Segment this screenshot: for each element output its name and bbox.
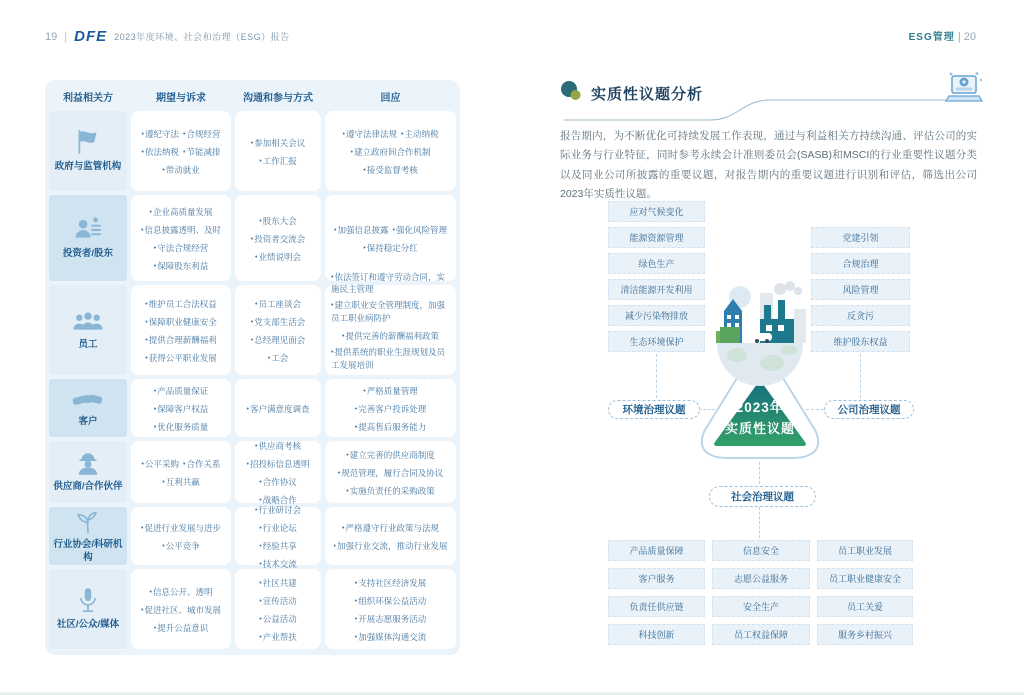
bullet-item: • 促进社区、城市发展	[141, 604, 221, 617]
stakeholder-cell	[49, 441, 127, 503]
bullet-item: • 公益活动	[259, 613, 296, 626]
bullet-item: • 信息披露透明、及时	[141, 224, 221, 237]
bullet-item: • 依法签订和遵守劳动合同，实施民主管理	[331, 271, 450, 297]
expectations-cell	[131, 507, 231, 565]
communication-cell	[235, 569, 321, 649]
stakeholder-name: 投资者/股东	[62, 248, 114, 260]
bullet-item: • 互利共赢	[162, 476, 199, 489]
page-right	[512, 0, 1024, 695]
col-header-communication: 沟通和参与方式	[243, 92, 313, 104]
bullet-item: • 带动就业	[162, 164, 199, 177]
bullet-item: • 信息公开、透明	[150, 586, 213, 599]
bullet-item: • 接受监督考核	[363, 164, 417, 177]
bullet-item: • 产业帮扶	[259, 631, 296, 644]
social-topic-box: 负责任供应链	[608, 596, 705, 617]
intro-paragraph: 报告期内，为不断优化可持续发展工作表现，通过与利益相关方持续沟通、评估公司的实际业务与行业特征，同时参考永续会计准则委员会(SASB)和MSCI的行业重要性议题分类以及同业公司所披露的重要议题，对报告期内的重要议题进行识别和评估，筛选出公司2023年实质性议题。	[560, 130, 977, 201]
report-title: 2023年度环境、社会和治理（ESG）报告	[114, 32, 290, 42]
page-number-left: 19	[45, 30, 58, 43]
section-title: 实质性议题分析	[591, 86, 704, 103]
social-topic-box: 安全生产	[712, 596, 810, 617]
communication-cell	[235, 285, 321, 375]
flask-label-year: 2023年	[735, 400, 785, 415]
sprout-icon	[73, 508, 103, 534]
bullet-item: • 战略合作	[259, 494, 296, 507]
env-pill: 环境治理议题	[608, 400, 700, 419]
stakeholder-name: 员工	[78, 339, 98, 351]
connector-line	[759, 507, 760, 538]
bullet-item: • 维护员工合法权益	[145, 298, 216, 311]
bullet-item: • 完善客户投诉处理	[355, 403, 426, 416]
flask-label	[690, 396, 830, 437]
connector-line	[759, 462, 760, 484]
expectations-cell	[131, 285, 231, 375]
col-header-expectations: 期望与诉求	[156, 92, 206, 104]
bullet-item: • 工会	[268, 352, 288, 365]
bullet-item: • 合作协议	[259, 476, 296, 489]
bullet-item: • 严格质量管理	[363, 385, 417, 398]
bullet-item: • 实施负责任的采购政策	[346, 485, 434, 498]
social-topic-box: 员工关爱	[817, 596, 913, 617]
page-edge-shadow	[0, 691, 1024, 695]
stakeholder-cell	[49, 195, 127, 281]
bullet-item: • 强化风险管理	[393, 224, 447, 237]
bullet-item: • 产品质量保证	[154, 385, 208, 398]
bullet-item: • 规范管理，履行合同及协议	[338, 467, 443, 480]
social-topic-box: 志愿公益服务	[712, 568, 810, 589]
bullet-item: • 加强媒体沟通交流	[355, 631, 426, 644]
stakeholder-name: 社区/公众/媒体	[56, 619, 120, 631]
bullet-item: • 业绩说明会	[255, 251, 301, 264]
microphone-icon	[74, 586, 102, 614]
expectations-cell	[131, 569, 231, 649]
bullet-item: • 股东大会	[259, 215, 296, 228]
bullet-item: • 优化服务质量	[154, 421, 208, 434]
bullet-item: • 严格遵守行业政策与法规	[342, 522, 439, 535]
bullet-item: • 提供系统的职业生涯规划及员工发展培训	[331, 346, 450, 372]
social-topic-box: 员工职业健康安全	[817, 568, 913, 589]
gov-topic-box: 合规治理	[811, 253, 910, 274]
flask-label-text: 实质性议题	[724, 421, 795, 436]
stakeholder-name: 政府与监管机构	[54, 161, 122, 173]
stakeholder-name: 客户	[78, 416, 98, 428]
bullet-item: • 公平竞争	[162, 540, 199, 553]
bullet-item: • 提高售后服务能力	[355, 421, 426, 434]
page-number-right: 20	[963, 31, 976, 43]
company-logo: DFE	[74, 28, 108, 45]
stakeholder-cell	[49, 379, 127, 437]
social-topic-box: 员工职业发展	[817, 540, 913, 561]
bullet-item: • 党支部生活会	[251, 316, 305, 329]
stakeholder-name: 供应商/合作伙伴	[53, 481, 123, 493]
bullet-item: • 遵纪守法	[142, 128, 179, 141]
gov-topic-box: 党建引领	[811, 227, 910, 248]
divider: |	[957, 31, 964, 43]
bullet-item: • 开展志愿服务活动	[355, 613, 426, 626]
gov-topic-box: 维护股东权益	[811, 331, 910, 352]
social-topic-box: 服务乡村振兴	[817, 624, 913, 645]
bullet-item: • 提供合理薪酬福利	[145, 334, 216, 347]
divider: |	[64, 30, 68, 43]
env-topic-box: 应对气候变化	[608, 201, 705, 222]
title-divider-line	[560, 90, 955, 124]
bullet-item: • 遵守法律法规	[343, 128, 397, 141]
social-topic-box: 员工权益保障	[712, 624, 810, 645]
bullet-item: • 获得公平职业发展	[145, 352, 216, 365]
env-topic-box: 减少污染物排放	[608, 305, 705, 326]
bullet-item: • 合作关系	[183, 458, 220, 471]
gov-pill: 公司治理议题	[824, 400, 914, 419]
bullet-item: • 保障客户权益	[154, 403, 208, 416]
expectations-cell	[131, 195, 231, 281]
bullet-item: • 企业高质量发展	[150, 206, 213, 219]
bullet-item: • 宣传活动	[259, 595, 296, 608]
response-cell	[325, 569, 456, 649]
connector-line	[860, 354, 861, 398]
communication-cell	[235, 111, 321, 191]
social-pill: 社会治理议题	[709, 486, 816, 507]
right-page-header	[909, 28, 976, 43]
bullet-item: • 提供完善的薪酬福利政策	[342, 330, 439, 343]
social-topic-box: 客户服务	[608, 568, 705, 589]
bullet-item: • 投资者交流会	[251, 233, 305, 246]
stakeholder-name: 行业协会/科研机构	[53, 539, 123, 563]
social-topic-box: 信息安全	[712, 540, 810, 561]
bullet-item: • 组织环保公益活动	[355, 595, 426, 608]
bullet-item: • 经验共享	[259, 540, 296, 553]
bullet-item: • 保持稳定分红	[363, 242, 417, 255]
factory-city-illustration	[708, 281, 812, 348]
social-topic-box: 科技创新	[608, 624, 705, 645]
expectations-cell	[131, 379, 231, 437]
bullet-item: • 加强信息披露	[334, 224, 388, 237]
bullet-item: • 工作汇报	[259, 155, 296, 168]
bullet-item: • 守法合规经营	[154, 242, 208, 255]
employees-icon	[71, 308, 105, 334]
bullet-item: • 行业研讨会	[255, 504, 301, 517]
expectations-cell	[131, 111, 231, 191]
env-topic-box: 生态环境保护	[608, 331, 705, 352]
bullet-item: • 供应商考核	[255, 440, 301, 453]
stakeholder-cell	[49, 569, 127, 649]
response-cell	[325, 271, 456, 375]
env-topic-box: 能源资源管理	[608, 227, 705, 248]
bullet-item: • 社区共建	[259, 577, 296, 590]
investor-icon	[72, 215, 104, 243]
bullet-item: • 加强行业交流，推动行业发展	[334, 540, 448, 553]
response-cell	[325, 379, 456, 437]
bullet-item: • 员工座谈会	[255, 298, 301, 311]
response-cell	[325, 441, 456, 503]
bullet-item: • 总经理见面会	[251, 334, 305, 347]
bullet-item: • 参加相关会议	[251, 137, 305, 150]
flag-icon	[72, 128, 104, 156]
stakeholder-cell	[49, 285, 127, 375]
bullet-item: • 行业论坛	[259, 522, 296, 535]
left-page-header	[45, 28, 290, 45]
communication-cell	[235, 440, 321, 506]
bullet-item: • 依法纳税	[142, 146, 179, 159]
handshake-icon	[71, 387, 105, 411]
gov-topic-box: 风险管理	[811, 279, 910, 300]
communication-cell	[235, 504, 321, 570]
social-topic-box: 产品质量保障	[608, 540, 705, 561]
env-topic-box: 清洁能源开发利用	[608, 279, 705, 300]
bullet-item: • 提升公益意识	[154, 622, 208, 635]
section-breadcrumb: ESG管理	[908, 32, 955, 43]
expectations-cell	[131, 441, 231, 503]
bullet-item: • 主动纳税	[401, 128, 438, 141]
gov-topic-box: 反贪污	[811, 305, 910, 326]
stakeholder-cell	[49, 111, 127, 191]
bullet-item: • 建立职业安全管理制度，加强员工职业病防护	[331, 299, 450, 325]
bullet-item: • 建立政府间合作机制	[351, 146, 431, 159]
env-topic-box: 绿色生产	[608, 253, 705, 274]
bullet-item: • 建立完善的供应商制度	[346, 449, 434, 462]
communication-cell	[235, 379, 321, 437]
laptop-gear-icon	[943, 70, 985, 111]
stakeholder-table	[45, 80, 460, 655]
response-cell	[325, 111, 456, 191]
communication-cell	[235, 195, 321, 281]
bullet-item: • 保障职业健康安全	[145, 316, 216, 329]
bullet-item: • 促进行业发展与进步	[141, 522, 221, 535]
globe-illustration	[717, 343, 803, 392]
bullet-item: • 客户满意度调查	[247, 403, 310, 416]
bullet-item: • 节能减排	[183, 146, 220, 159]
response-cell	[325, 507, 456, 565]
col-header-response: 回应	[380, 92, 401, 104]
worker-icon	[73, 450, 103, 476]
connector-line	[656, 354, 657, 398]
bullet-item: • 合规经营	[183, 128, 220, 141]
bullet-item: • 招投标信息透明	[247, 458, 310, 471]
stakeholder-cell	[49, 507, 127, 565]
bullet-item: • 支持社区经济发展	[355, 577, 426, 590]
bullet-item: • 技术交流	[259, 558, 296, 571]
bullet-item: • 保障股东利益	[154, 260, 208, 273]
col-header-stakeholder: 利益相关方	[63, 92, 113, 104]
bullet-item: • 公平采购	[142, 458, 179, 471]
